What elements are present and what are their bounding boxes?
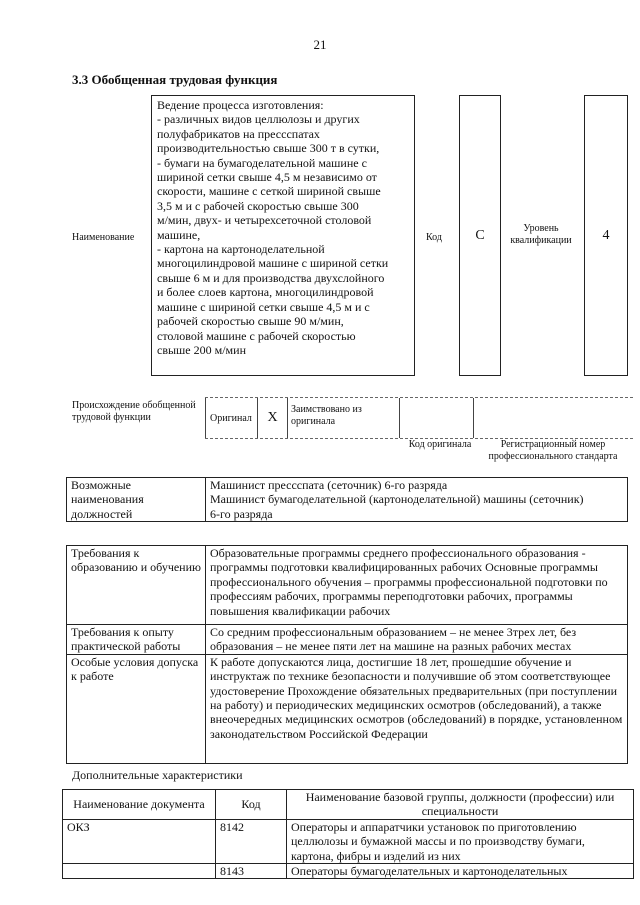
code-value: С [459, 95, 501, 376]
row-doc [63, 864, 216, 879]
naming-line: шириной сетки свыше 4,5 м независимо от [157, 170, 377, 185]
naming-line: свыше 200 м/мин [157, 342, 246, 357]
naming-line: производительностью свыше 300 т в сутки, [157, 141, 380, 156]
header-document: Наименование документа [63, 790, 216, 820]
naming-line: м/мин, двух- и четырехсеточной столовой [157, 213, 372, 228]
naming-line: и более слоев картона, многоцилиндровой [157, 285, 374, 300]
position-item: Машинист бумагоделательной (картоноделательной) машины (сеточник) [210, 492, 584, 507]
requirement-row [67, 546, 628, 625]
experience-text: Со средним профессиональным образованием – не менее 3трех лет, без образования – не менее пяти лет на машине на разных рабочих местах [206, 625, 628, 655]
row-name: Операторы бумагоделательных и картоноделательных [287, 864, 634, 879]
requirement-row [67, 625, 628, 655]
page-number: 21 [313, 37, 327, 52]
header-code: Код [216, 790, 287, 820]
experience-label: Требования к опыту практической работы [67, 625, 206, 655]
admission-text: К работе допускаются лица, достигшие 18 лет, прошедшие обучение и инструктаж по технике безопасности и получившие об этом соответствующее удостоверение Прохождение обязательных предварительных (при поступлении на работу) и периодических медицинских осмотров (обследований), а также внеочередных медицинских осмотров (обследований) в порядке, установленном законодательством Российской Федерации [206, 654, 628, 763]
naming-text-box [151, 95, 415, 376]
original-code-cell [399, 398, 473, 438]
additional-header-row [63, 790, 634, 820]
position-item: 6-го разряда [210, 506, 273, 521]
original-label: Оригинал [205, 398, 257, 438]
naming-line: - бумаги на бумагоделательной машине с [157, 155, 367, 170]
naming-line: - различных видов целлюлозы и других [157, 112, 360, 127]
original-mark: X [257, 398, 287, 438]
positions-table [66, 477, 628, 522]
position-item: Машинист прессспата (сеточник) 6-го разряда [210, 478, 448, 492]
naming-line: многоцилиндровой машине с шириной сетки [157, 256, 389, 271]
code-label: Код [426, 232, 442, 243]
naming-line: скорости, машине с сеткой шириной свыше [157, 184, 381, 199]
row-doc: ОКЗ [63, 819, 216, 863]
naming-line: машине с шириной сетки свыше 4,5 м и с [157, 299, 370, 314]
naming-label: Наименование [72, 232, 135, 243]
origin-row [205, 397, 633, 439]
row-code: 8143 [216, 864, 287, 879]
header-name: Наименование базовой группы, должности (профессии) или специальности [287, 790, 634, 820]
origin-label: Происхождение обобщенной трудовой функции [72, 400, 196, 423]
original-code-caption: Код оригинала [408, 439, 472, 450]
additional-table [62, 789, 634, 879]
row-code: 8142 [216, 819, 287, 863]
section-title: 3.3 Обобщенная трудовая функция [72, 72, 278, 87]
education-text: Образовательные программы среднего профессионального образования - программы подготовки квалифицированных рабочих Основные программы профессионального обучения – программы профессиональной подготовки по профессиям рабочих, программы переподготовки рабочих, программы повышения квалификации рабочих [206, 546, 628, 625]
education-label: Требования к образованию и обучению [67, 546, 206, 625]
registration-number-cell [473, 398, 633, 438]
requirements-table [66, 545, 628, 764]
additional-title: Дополнительные характеристики [72, 768, 243, 782]
naming-line: Ведение процесса изготовления: [157, 98, 324, 112]
naming-line: 3,5 м и с рабочей скоростью свыше 300 [157, 198, 359, 213]
positions-label: Возможные наименования должностей [67, 478, 206, 522]
admission-label: Особые условия допуска к работе [67, 654, 206, 763]
qualification-level-label: Уровень квалификации [510, 223, 572, 246]
requirement-row [67, 654, 628, 763]
row-name: Операторы и аппаратчики установок по приготовлению целлюлозы и бумажной массы и по производству бумаги, картона, фибры и изделий из них [287, 819, 634, 863]
naming-line: свыше 6 м и для производства двухслойного [157, 270, 385, 285]
table-row [63, 864, 634, 879]
registration-number-caption: Регистрационный номер профессионального стандарта [488, 439, 618, 462]
naming-line: машине, [157, 227, 201, 242]
positions-list [206, 478, 628, 522]
naming-line: - картона на картоноделательной [157, 242, 325, 257]
qualification-level-value: 4 [584, 95, 628, 376]
naming-line: столовой машине с рабочей скоростью [157, 328, 356, 343]
naming-line: полуфабрикатов на прессспатах [157, 126, 320, 141]
table-row [63, 819, 634, 863]
naming-line: рабочей скоростью свыше 90 м/мин, [157, 314, 344, 329]
borrowed-label: Заимствовано из оригинала [287, 398, 399, 438]
